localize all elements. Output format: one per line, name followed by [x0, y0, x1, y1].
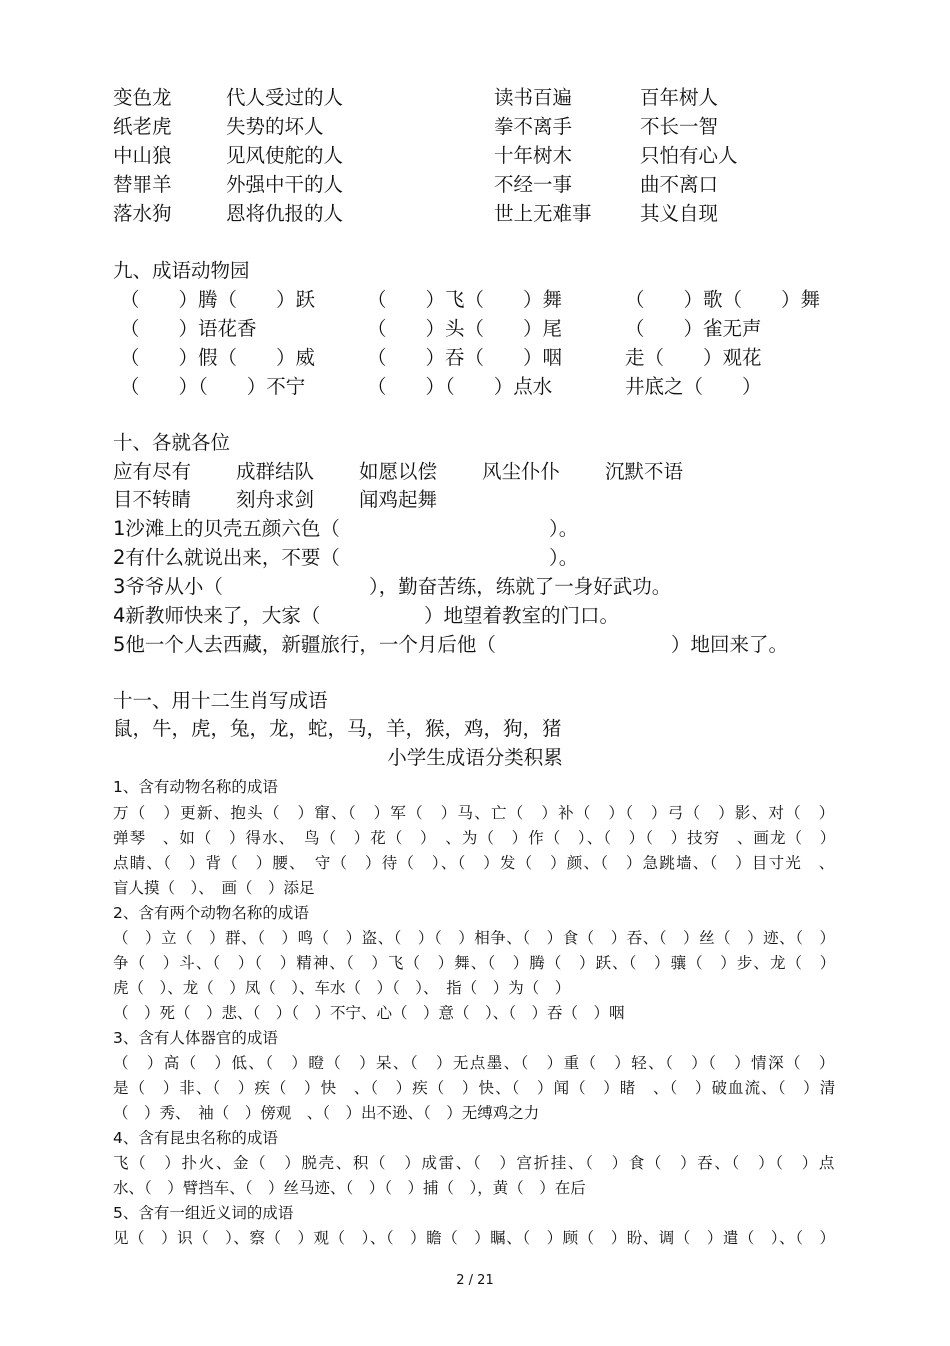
pair-cell: 落水狗: [113, 202, 172, 225]
pair-cell: 读书百遍: [494, 86, 573, 109]
category-line: 盲人摸（ ）、 画（ ）添足: [113, 879, 315, 897]
pair-cell: 纸老虎: [113, 115, 172, 138]
word-option: 如愿以偿: [359, 460, 438, 483]
category-line: 争（ ）斗、（ ）（ ）精神、（ ）飞（ ）舞、（ ）腾（ ）跃、（ ）骧（ ）步、龙（ ）: [113, 954, 837, 972]
pair-cell: 变色龙: [113, 86, 172, 109]
fill-blank-item: （ ）歌（ ）舞: [625, 288, 821, 311]
page-title: 小学生成语分类积累: [387, 746, 563, 769]
sentence-part: ）地回来了。: [671, 633, 789, 656]
word-option: 目不转睛: [113, 488, 192, 511]
word-option: 风尘仆仆: [482, 460, 561, 483]
category-heading: 2、含有两个动物名称的成语: [113, 904, 309, 922]
section-heading: 九、成语动物园: [113, 259, 250, 282]
fill-blank-item: （ ）（ ）不宁: [120, 375, 306, 398]
category-line: （ ）秀、 袖（ ）傍观 、（ ）出不逊、（ ）无缚鸡之力: [113, 1104, 540, 1122]
category-line: （ ）立（ ）群、（ ）鸣（ ）盗、（ ）（ ）相争、（ ）食（ ）吞、（ ）丝（ ）迹、（ ）: [113, 929, 836, 947]
sentence-part: ）地望着教室的门口。: [424, 604, 620, 627]
category-line: 点睛、（ ）背（ ）腰、 守（ ）待（ ）、（ ）发（ ）颜、（ ）急跳墙、（ ）目寸光 、: [113, 854, 836, 872]
pair-cell: 曲不离口: [640, 173, 719, 196]
pair-cell: 拳不离手: [494, 115, 573, 138]
category-line: （ ）高（ ）低、（ ）瞪（ ）呆、（ ）无点墨、（ ）重（ ）轻、（ ）（ ）情深（ ）: [113, 1054, 836, 1072]
word-option: 应有尽有: [113, 460, 192, 483]
word-option: 刻舟求剑: [236, 488, 315, 511]
pair-cell: 十年树木: [494, 144, 573, 167]
category-line: 飞（ ）扑火、金（ ）脱壳、积（ ）成雷、（ ）宫折挂、（ ）食（ ）吞、（ ）（ ）点: [113, 1154, 837, 1172]
fill-blank-item: 走（ ）观花: [625, 346, 762, 369]
fill-blank-item: （ ）腾（ ）跃: [120, 288, 316, 311]
sentence-part: 5他一个人去西藏，新疆旅行，一个月后他（: [113, 633, 496, 656]
fill-blank-item: （ ）头（ ）尾: [367, 317, 563, 340]
word-option: 沉默不语: [605, 460, 684, 483]
pair-cell: 见风使舵的人: [226, 144, 344, 167]
section-heading: 十、各就各位: [113, 431, 231, 454]
pair-cell: 恩将仇报的人: [226, 202, 344, 225]
zodiac-list: 鼠，牛，虎，兔，龙，蛇，马，羊，猴，鸡，狗，猪: [113, 717, 562, 740]
page-number: 2 / 21: [456, 1273, 494, 1288]
fill-blank-item: （ ）假（ ）威: [120, 346, 316, 369]
pair-cell: 其义自现: [640, 202, 719, 225]
pair-cell: 世上无难事: [494, 202, 592, 225]
fill-blank-item: （ ）（ ）点水: [367, 375, 553, 398]
pair-cell: 百年树人: [640, 86, 719, 109]
sentence-part: ），勤奋苦练，练就了一身好武功。: [369, 575, 672, 598]
category-line: 弹琴 、如（ ）得水、 鸟（ ）花（ ） 、为（ ）作（ ）、（ ）（ ）技穷 、画龙（ ）: [113, 829, 837, 847]
sentence-part: 3爷爷从小（: [113, 575, 223, 598]
pair-cell: 代人受过的人: [226, 86, 344, 109]
pair-cell: 外强中干的人: [226, 173, 344, 196]
category-line: 虎（ ）、龙（ ）凤（ ）、车水（ ）（ ）、 指（ ）为（ ）: [113, 979, 571, 997]
sentence-part: 1沙滩上的贝壳五颜六色（: [113, 517, 340, 540]
category-line: 是（ ）非、（ ）疾（ ）快 、（ ）疾（ ）快、（ ）闻（ ）睹 、（ ）破血流、（ ）清: [113, 1079, 837, 1097]
pair-cell: 不经一事: [494, 173, 573, 196]
pair-cell: 只怕有心人: [640, 144, 738, 167]
category-heading: 3、含有人体器官的成语: [113, 1029, 278, 1047]
category-line: 水、（ ）臂挡车、（ ）丝马迹、（ ）（ ）捕（ ），黄（ ）在后: [113, 1179, 586, 1197]
fill-blank-item: （ ）语花香: [120, 317, 257, 340]
category-heading: 4、含有昆虫名称的成语: [113, 1129, 278, 1147]
section-heading: 十一、用十二生肖写成语: [113, 689, 328, 712]
pair-cell: 失势的坏人: [226, 115, 324, 138]
pair-cell: 不长一智: [640, 115, 719, 138]
fill-blank-item: （ ）吞（ ）咽: [367, 346, 563, 369]
sentence-part: ）。: [549, 546, 579, 569]
word-option: 闻鸡起舞: [359, 488, 438, 511]
category-heading: 5、含有一组近义词的成语: [113, 1204, 294, 1222]
pair-cell: 中山狼: [113, 144, 172, 167]
category-line: （ ）死（ ）悲、（ ）（ ）不宁、心（ ）意（ ）、（ ）吞（ ）咽: [113, 1004, 625, 1022]
sentence-part: ）。: [549, 517, 579, 540]
sentence-part: 4新教师快来了，大家（: [113, 604, 321, 627]
pair-cell: 替罪羊: [113, 173, 172, 196]
fill-blank-item: （ ）雀无声: [625, 317, 762, 340]
sentence-part: 2有什么就说出来，不要（: [113, 546, 340, 569]
category-line: 万（ ）更新、抱头（ ）窜、（ ）军（ ）马、亡（ ）补（ ）（ ）弓（ ）影、对（ ）: [113, 804, 836, 822]
fill-blank-item: （ ）飞（ ）舞: [367, 288, 563, 311]
category-heading: 1、含有动物名称的成语: [113, 778, 278, 796]
fill-blank-item: 井底之（ ）: [625, 375, 762, 398]
word-option: 成群结队: [236, 460, 315, 483]
category-line: 见（ ）识（ ）、察（ ）观（ ）、（ ）瞻（ ）瞩、（ ）顾（ ）盼、调（ ）遣（ ）、（ ）: [113, 1229, 836, 1247]
